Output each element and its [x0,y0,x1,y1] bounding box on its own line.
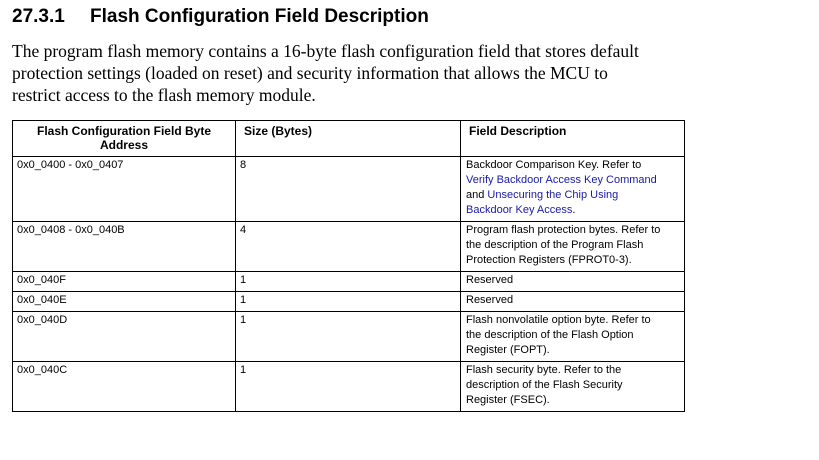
address-cell: 0x0_040C [13,362,236,412]
size-cell: 1 [236,292,461,312]
header-size: Size (Bytes) [236,121,461,157]
header-address-line: Address [99,138,149,152]
size-cell: 1 [236,272,461,292]
verify-backdoor-link[interactable]: Verify Backdoor Access Key Command [466,174,657,186]
section-number: 27.3.1 [12,6,65,27]
header-address-line: Flash Configuration Field Byte [36,124,211,138]
intro-line: The program flash memory contains a 16-byte flash configuration field that stores default [12,41,639,61]
description-cell [461,222,685,272]
size-cell: 4 [236,222,461,272]
table-row [13,157,685,222]
description-line: the description of the Flash Option [466,329,634,341]
intro-paragraph [12,40,712,106]
unsecuring-chip-link[interactable]: Unsecuring the Chip Using [487,189,619,201]
address-cell: 0x0_040F [13,272,236,292]
intro-line: restrict access to the flash memory module. [12,85,316,105]
table-row [13,272,685,292]
header-description: Field Description [461,121,685,157]
table-row [13,312,685,362]
description-line: Protection Registers (FPROT0-3). [466,254,632,266]
description-line: the description of the Program Flash [466,239,644,251]
table-row [13,362,685,412]
flash-config-table [12,120,685,412]
description-cell [461,362,685,412]
description-line: Flash security byte. Refer to the [466,364,622,376]
description-cell [461,312,685,362]
description-line: description of the Flash Security [466,379,623,391]
unsecuring-chip-link-cont[interactable]: Backdoor Key Access [466,204,573,216]
description-text: and [466,189,488,201]
intro-line: protection settings (loaded on reset) and security information that allows the MCU to [12,63,608,83]
address-cell: 0x0_0408 - 0x0_040B [13,222,236,272]
description-cell [461,157,685,222]
table-row [13,292,685,312]
table-header-row [13,121,685,157]
address-cell: 0x0_040E [13,292,236,312]
section-title: Flash Configuration Field Description [90,6,429,27]
description-line: Register (FSEC). [466,394,550,406]
header-address [13,121,236,157]
description-cell: Reserved [461,272,685,292]
description-cell: Reserved [461,292,685,312]
address-cell: 0x0_0400 - 0x0_0407 [13,157,236,222]
description-line: Program flash protection bytes. Refer to [466,224,661,236]
section-heading [12,5,429,29]
table-row [13,222,685,272]
description-line: Register (FOPT). [466,344,550,356]
description-line: Flash nonvolatile option byte. Refer to [466,314,651,326]
size-cell: 1 [236,362,461,412]
size-cell: 8 [236,157,461,222]
address-cell: 0x0_040D [13,312,236,362]
size-cell: 1 [236,312,461,362]
description-text: . [572,204,576,216]
description-line: Backdoor Comparison Key. Refer to [466,159,642,171]
